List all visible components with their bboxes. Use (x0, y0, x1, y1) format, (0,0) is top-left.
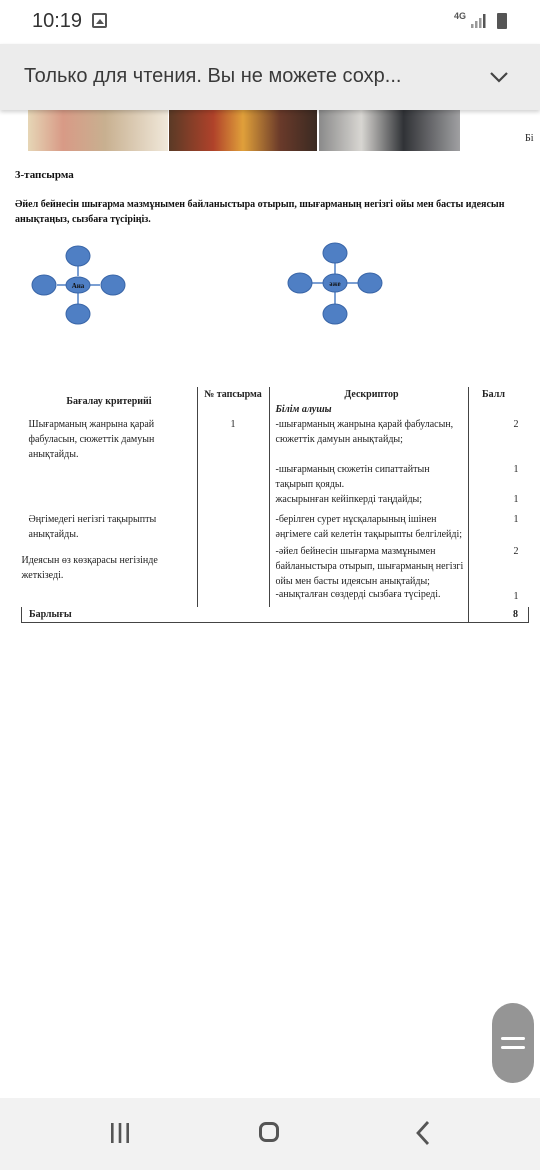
table-row (22, 492, 529, 512)
battery-icon (497, 13, 507, 29)
diagram-azhe (288, 243, 382, 324)
criteria-cell: Идеясын өз көзқарасы негізінде жеткізеді. (21, 555, 158, 581)
table-row (22, 544, 529, 589)
status-bar (0, 0, 540, 44)
diagram-node-right (101, 275, 125, 295)
cut-off-text: Бі (525, 133, 534, 144)
header-descriptor (269, 387, 468, 417)
task-no-cell (197, 492, 269, 512)
scroll-handle[interactable] (492, 1003, 534, 1083)
header-descriptor-title: Дескриптор (344, 389, 399, 400)
illustration-image-1 (28, 110, 168, 151)
illustration-image-2 (169, 110, 317, 151)
table-row (22, 462, 529, 492)
score-cell: 1 (468, 492, 529, 512)
network-type: 4G (454, 11, 467, 21)
diagram-ana (32, 246, 125, 324)
diagram-node-top (323, 243, 347, 263)
total-score: 8 (468, 607, 529, 623)
criteria-cell: Шығарманың жанрына қарай фабуласын, сюжеттік дамуын анықтайды. (28, 419, 155, 460)
banner-text: Только для чтения. Вы не можете сохр... (24, 65, 402, 87)
recent-apps-icon[interactable] (109, 1122, 131, 1144)
signal-icon (471, 14, 487, 28)
descriptor-cell: -анықталған сөздерді сызбаға түсіреді. (269, 589, 468, 607)
diagram-center-label: әже (329, 280, 341, 288)
total-label: Барлығы (22, 607, 198, 623)
score-cell: 1 (468, 462, 529, 492)
score-cell: 2 (468, 417, 529, 462)
descriptor-cell: -шығарманың сюжетін сипаттайтын тақырып қояды. (269, 462, 468, 492)
task-no-cell (197, 544, 269, 589)
task-description: Әйел бейнесін шығарма мазмұнымен байланыстыра отырып, шығарманың негізгі ойы мен басты идеясын анықтаңыз, сызбаға түсіріңіз. (15, 199, 505, 225)
diagram-center-label: Ана (71, 282, 85, 290)
diagrams (0, 240, 540, 330)
chevron-down-icon[interactable] (488, 66, 510, 88)
image-icon (92, 13, 107, 28)
handle-line (501, 1037, 525, 1040)
score-cell: 1 (468, 589, 529, 607)
assessment-table (21, 387, 529, 623)
status-time: 10:19 (32, 10, 83, 32)
table-header-row (22, 387, 529, 417)
diagram-node-left (288, 273, 312, 293)
diagram-node-left (32, 275, 56, 295)
diagram-node-bottom (66, 304, 90, 324)
header-task-no: № тапсырма (197, 387, 269, 417)
handle-line (501, 1046, 525, 1049)
descriptor-cell: -берілген сурет нұсқаларының ішінен әңгімеге сай келетін тақырыпты белгілейді; (269, 512, 468, 544)
task-no-cell (197, 589, 269, 607)
descriptor-cell: -шығарманың жанрына қарай фабуласын, сюжеттік дамуын анықтайды; (269, 417, 468, 462)
criteria-cell: Әңгімедегі негізгі тақырыпты анықтайды. (28, 514, 157, 540)
score-cell: 1 (468, 512, 529, 544)
header-descriptor-sub: Білім алушы (275, 404, 332, 415)
task-no-cell (197, 462, 269, 492)
score-cell: 2 (468, 544, 529, 589)
diagram-node-bottom (323, 304, 347, 324)
illustration-image-3 (319, 110, 460, 151)
task-no-cell (197, 512, 269, 544)
read-only-banner[interactable] (0, 44, 540, 110)
home-icon[interactable] (259, 1122, 279, 1142)
navigation-bar (0, 1098, 540, 1170)
diagram-node-top (66, 246, 90, 266)
total-row (22, 607, 529, 623)
header-score: Балл (468, 387, 529, 417)
descriptor-cell: жасырынған кейіпкерді таңдайды; (269, 492, 468, 512)
table-row (22, 589, 529, 607)
task-title: 3-тапсырма (15, 169, 74, 181)
back-icon[interactable] (412, 1120, 434, 1146)
table-row (22, 512, 529, 544)
header-criteria: Бағалау критерийі (66, 396, 152, 407)
task-no-cell: 1 (197, 417, 269, 462)
diagram-node-right (358, 273, 382, 293)
descriptor-cell: -әйел бейнесін шығарма мазмұнымен байланыстыра отырып, шығарманың негізгі ойы мен басты идеясын анықтайды; (269, 544, 468, 589)
table-row (22, 417, 529, 462)
